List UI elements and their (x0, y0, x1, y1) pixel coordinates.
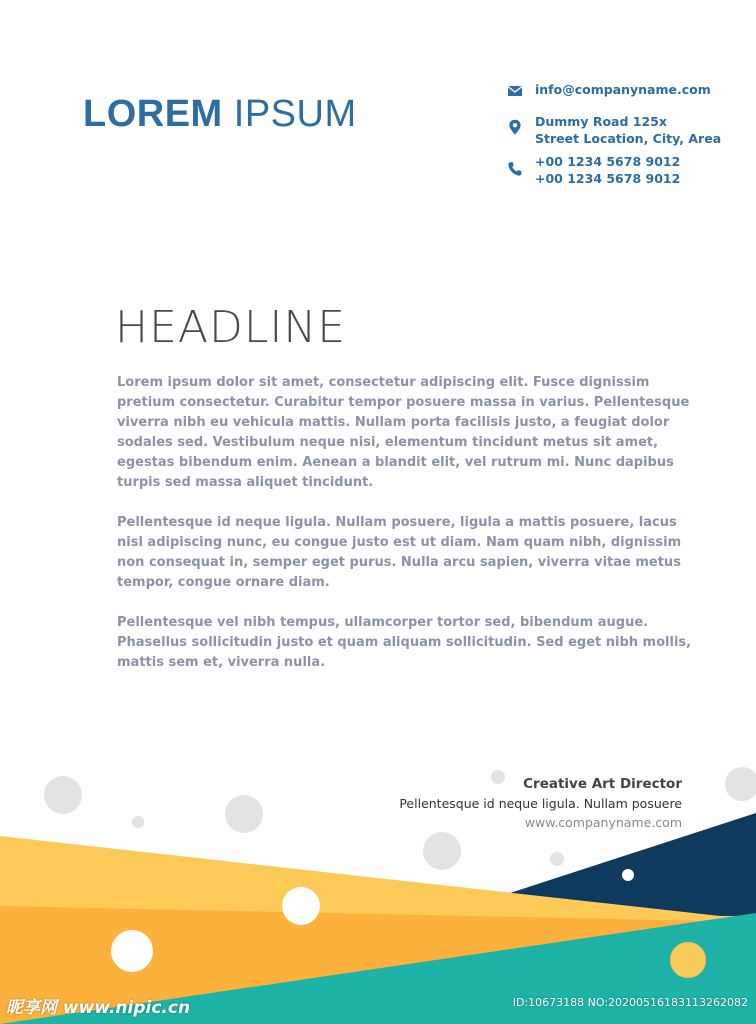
address-line2: Street Location, City, Area (535, 131, 722, 146)
phone-line2: +00 1234 5678 9012 (535, 171, 681, 186)
signature-website-link[interactable]: www.companyname.com (524, 815, 682, 830)
logo-light-text: IPSUM (233, 93, 357, 135)
paragraph-3: Pellentesque vel nibh tempus, ullamcorper tortor sed, bibendum augue. Phasellus sollicitudin justo et quam aliquam sollicitudin. Sed eget nibh mollis, mattis sem et, viverra nulla. (117, 615, 692, 670)
white-dot (622, 869, 634, 881)
gray-dot (132, 816, 144, 828)
email-link[interactable]: info@companyname.com (535, 82, 711, 97)
signature-name: Creative Art Director (523, 776, 682, 792)
gray-dot (225, 795, 263, 833)
gray-dot (423, 832, 461, 870)
watermark-id: ID:10673188 NO:20200516183113262082 (512, 996, 748, 1009)
logo-bold-text: LOREM (83, 93, 223, 135)
page-headline: HEADLINE (115, 302, 347, 353)
white-dot (111, 930, 153, 972)
address-line1: Dummy Road 125x (535, 114, 667, 129)
gray-dot (725, 767, 756, 801)
watermark-site: 昵享网 www.nipic.cn (6, 998, 191, 1018)
paragraph-2: Pellentesque id neque ligula. Nullam posuere, ligula a mattis posuere, lacus nisl adipiscing nunc, eu congue justo est ut diam. Nam quam nibh, dignissim non consequat in, semper eget purus. Nulla arcu sapien, viverra vitae metus tempor, congue ornare diam. (117, 515, 682, 590)
signature-tagline: Pellentesque id neque ligula. Nullam posuere (399, 796, 682, 811)
phone-line1: +00 1234 5678 9012 (535, 154, 681, 169)
gray-dot (550, 852, 564, 866)
white-dot (282, 887, 320, 925)
signature-block (399, 775, 682, 832)
gray-dot (44, 776, 82, 814)
paragraph-1: Lorem ipsum dolor sit amet, consectetur adipiscing elit. Fusce dignissim pretium consectetur. Curabitur tempor posuere massa in varius. Pellentesque viverra nibh eu vehicula mattis. Nullam porta facilisis justo, a feugiat dolor sodales sed. Vestibulum neque nisi, elementum tincidunt metus sit amet, egestas bibendum enim. Aenean a blandit elit, vel rutrum mi. Nunc dapibus turpis sed massa aliquet tincidunt. (117, 375, 690, 490)
yellow-dot (670, 942, 706, 978)
